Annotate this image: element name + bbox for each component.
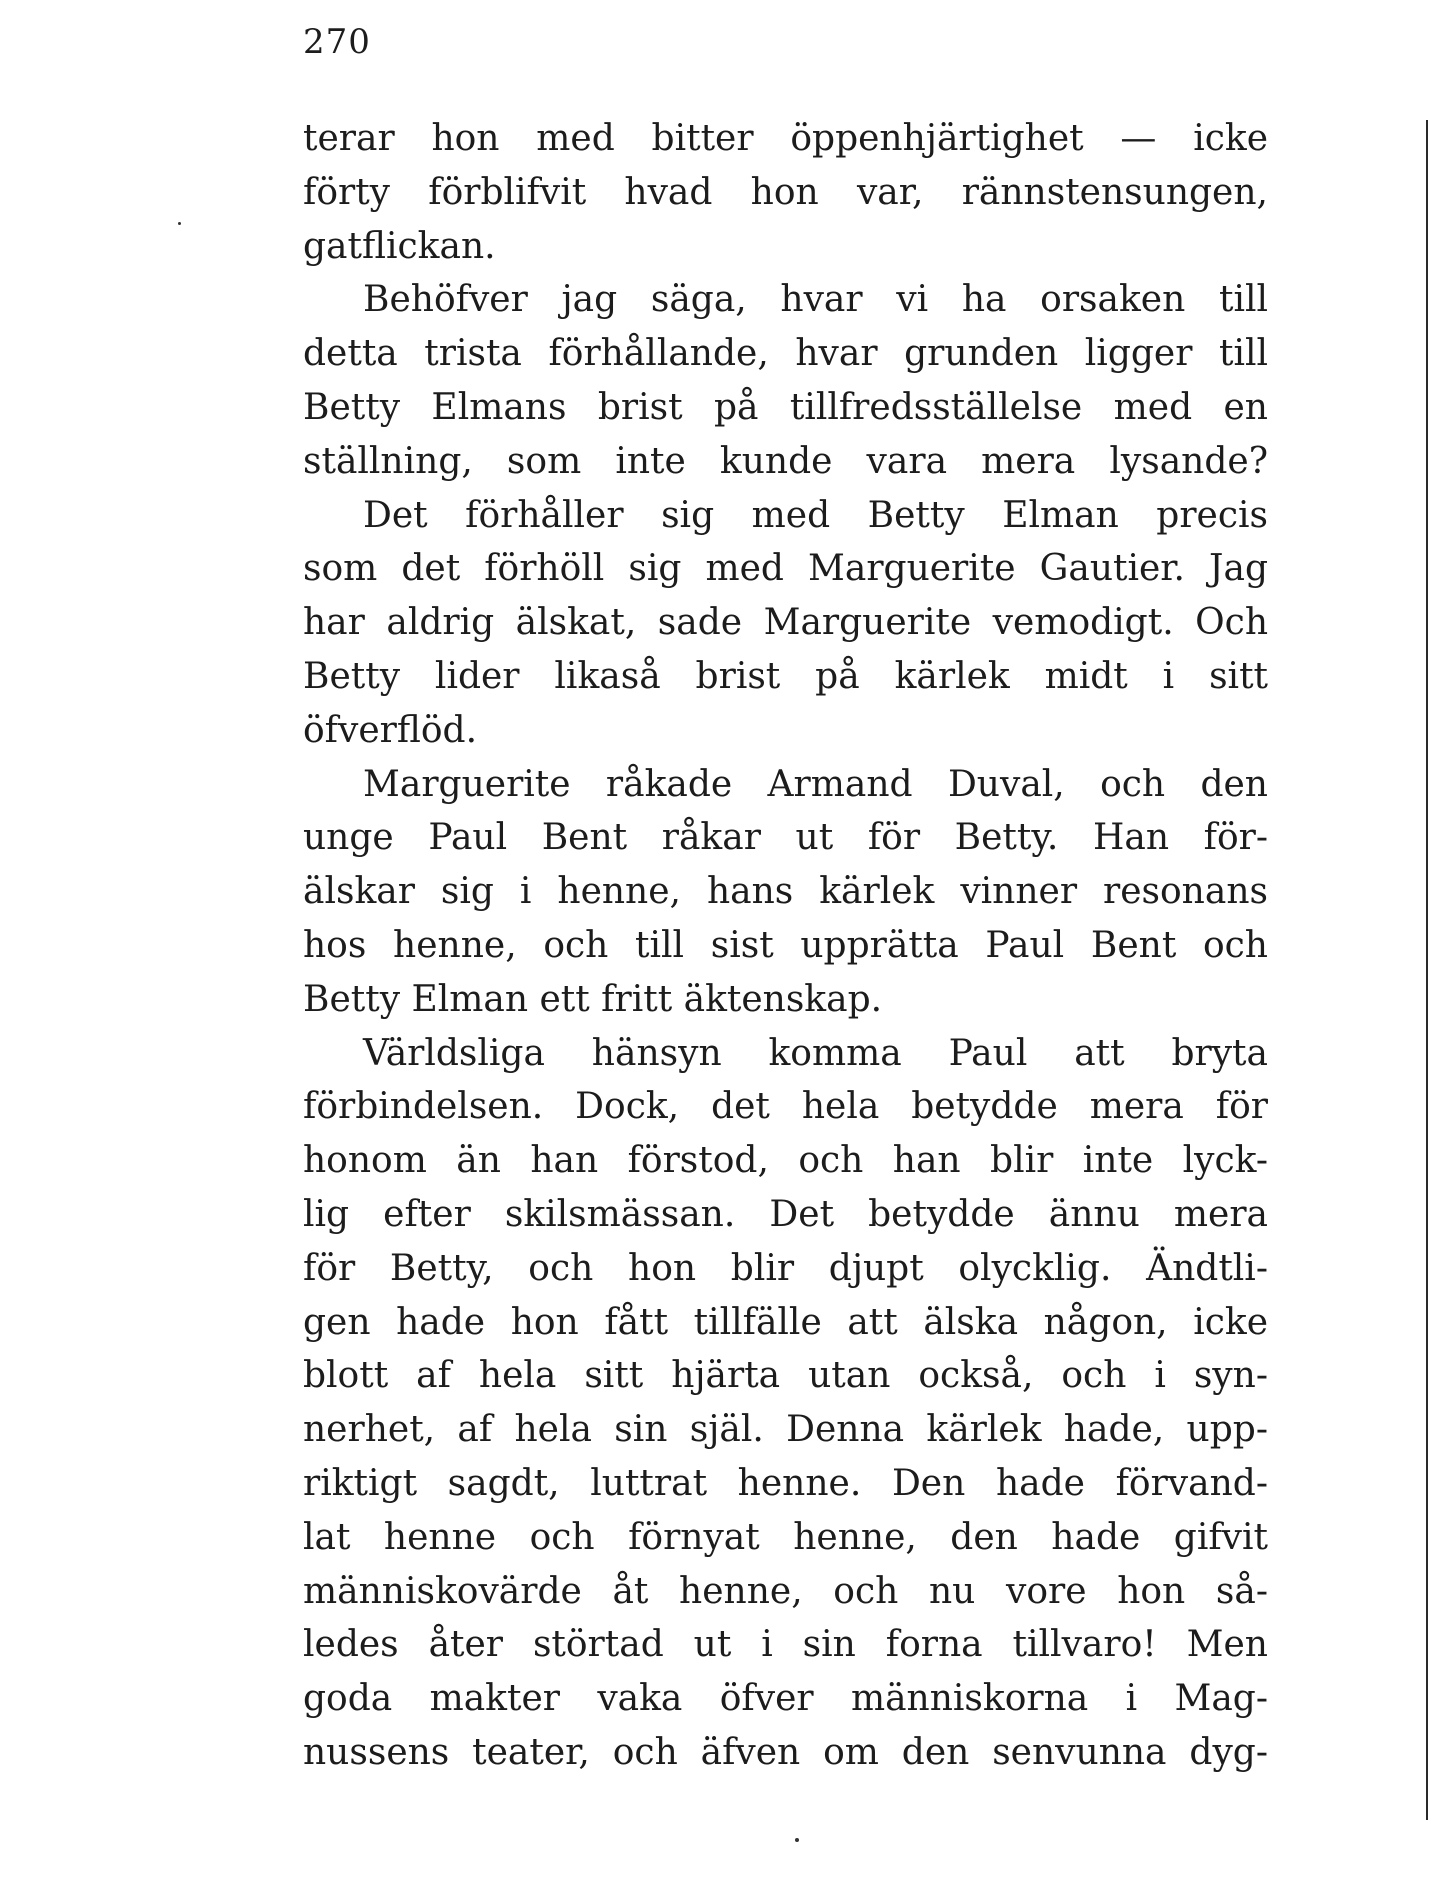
ink-speck (795, 1838, 799, 1842)
paragraph-start-line: Behöfver jag säga, hvar vi ha orsaken till (363, 279, 1268, 321)
text-line: goda makter vaka öfver människorna i Mag- (303, 1678, 1268, 1720)
text-line: terar hon med bitter öppenhjärtighet — icke (303, 118, 1268, 159)
text-line: har aldrig älskat, sade Marguerite vemodigt. Och (303, 602, 1268, 644)
text-line: hos henne, och till sist upprätta Paul Bent och (303, 924, 1268, 966)
text-line: honom än han förstod, och han blir inte lyck- (303, 1140, 1268, 1182)
text-line: för Betty, och hon blir djupt olycklig. Ändtli- (303, 1247, 1268, 1289)
text-line: öfverflöd. (303, 709, 478, 751)
text-line: gen hade hon fått tillfälle att älska någon, icke (303, 1301, 1268, 1343)
text-line: blott af hela sitt hjärta utan också, och i syn- (303, 1355, 1268, 1397)
text-line: ställning, som inte kunde vara mera lysande? (303, 440, 1268, 482)
ink-speck (178, 222, 181, 225)
paragraph-start-line: Marguerite råkade Armand Duval, och den (363, 763, 1268, 805)
text-line: riktigt sagdt, luttrat henne. Den hade förvand- (303, 1462, 1268, 1504)
text-line: människovärde åt henne, och nu vore hon så- (303, 1570, 1268, 1612)
text-line: som det förhöll sig med Marguerite Gautier. Jag (303, 548, 1268, 590)
text-line: ledes åter störtad ut i sin forna tillvaro! Men (303, 1624, 1268, 1666)
page-edge-line (1426, 120, 1428, 1820)
text-line: förbindelsen. Dock, det hela betydde mera för (303, 1086, 1268, 1128)
text-line: gatflickan. (303, 225, 496, 267)
text-line: förty förblifvit hvad hon var, rännstensungen, (303, 171, 1268, 213)
text-line: Betty Elman ett fritt äktenskap. (303, 978, 883, 1020)
text-line: nussens teater, och äfven om den senvunna dyg- (303, 1731, 1268, 1773)
page-number: 270 (303, 22, 371, 62)
paragraph-start-line: Världsliga hänsyn komma Paul att bryta (363, 1032, 1268, 1074)
text-line: Betty Elmans brist på tillfredsställelse med en (303, 386, 1268, 428)
text-line: unge Paul Bent råkar ut för Betty. Han för- (303, 817, 1268, 859)
text-line: detta trista förhållande, hvar grunden ligger till (303, 333, 1268, 375)
text-line: älskar sig i henne, hans kärlek vinner resonans (303, 871, 1268, 913)
body-text (303, 112, 1268, 1780)
text-line: lig efter skilsmässan. Det betydde ännu mera (303, 1193, 1268, 1235)
paragraph-start-line: Det förhåller sig med Betty Elman precis (363, 494, 1268, 536)
text-line: Betty lider likaså brist på kärlek midt i sitt (303, 655, 1268, 697)
text-line: lat henne och förnyat henne, den hade gifvit (303, 1516, 1268, 1558)
text-line: nerhet, af hela sin själ. Denna kärlek hade, upp- (303, 1409, 1268, 1451)
